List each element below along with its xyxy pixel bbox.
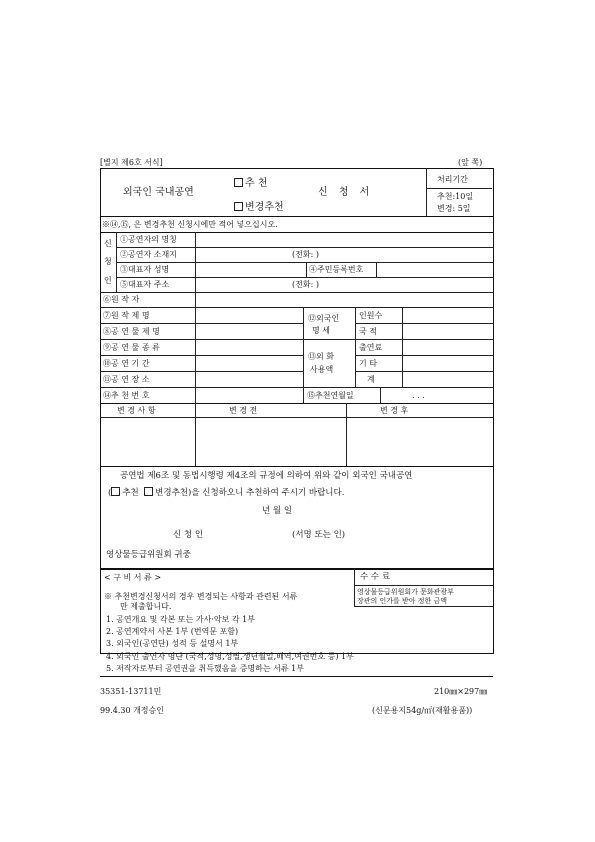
applicant-side-1: 신 <box>104 239 112 248</box>
performer-phone: (전화: ) <box>292 250 319 259</box>
recommend-number-label: ⑭추 천 번 호 <box>103 391 150 400</box>
applicant-signature-field[interactable] <box>220 528 285 541</box>
documents-note-1: ※ 추천변경신청서의 경우 변경되는 사항과 관련된 서류 <box>104 592 298 601</box>
change-items-field[interactable] <box>101 418 194 465</box>
statement-change: 변경추천)을 신청하오니 추천하여 주시기 바랍니다. <box>155 488 345 498</box>
change-before-header: 변 경 전 <box>229 406 258 415</box>
statement-sign: (서명 또는 인) <box>292 530 346 540</box>
total-label: 계 <box>367 375 375 384</box>
rep-phone: (전화: ) <box>292 280 319 289</box>
checkbox-icon[interactable] <box>144 487 153 496</box>
change-after-header: 변 경 후 <box>380 406 409 415</box>
option-recommend-label: 추 천 <box>245 178 268 189</box>
people-count-field[interactable] <box>403 308 492 322</box>
performer-address-label: ②공연자 소재지 <box>120 250 177 259</box>
fee-field[interactable] <box>403 340 492 354</box>
statement-line-1: 공연법 제6조 및 동법시행령 제4조의 규정에 의하여 위와 같이 외국인 국내공연 <box>120 471 413 481</box>
fee-box-line-2: 장관의 인가를 받아 정한 금액 <box>357 597 448 605</box>
documents-title: < 구 비 서 류 > <box>104 573 162 582</box>
option-change[interactable] <box>234 198 284 213</box>
option-recommend[interactable] <box>234 174 268 189</box>
fee-box-line-1: 영상물등급위원회가 문화관광부 <box>357 588 454 596</box>
checkbox-icon <box>234 202 243 211</box>
nationality-label: 국 적 <box>359 327 377 336</box>
instruction-note: ※⑭,⑮, 은 변경추천 신청시에만 적어 넣으십시오. <box>102 220 278 229</box>
applicant-side-3: 인 <box>104 276 112 285</box>
footer-size: 210㎜×297㎜ <box>434 687 488 696</box>
footer-code: 35351-13711민 <box>100 687 162 696</box>
applicant-side-2: 청 <box>104 257 112 266</box>
performance-period-label: ⑩공 연 기 간 <box>103 359 150 368</box>
fee-box-title: 수 수 료 <box>360 572 391 582</box>
foreigner-label-2: 명 세 <box>312 326 330 335</box>
performance-type-field[interactable] <box>196 340 302 354</box>
other-field[interactable] <box>403 356 492 370</box>
recommend-date-label: ⑮추천연월일 <box>307 391 354 400</box>
rep-address-label: ⑤대표자 주소 <box>120 280 170 289</box>
document-item-5: 5. 저작자로부터 공연권을 취득했음을 증명하는 서류 1부 <box>106 664 304 673</box>
footer-approval: 99.4.30 개정승인 <box>100 706 164 715</box>
change-after-field[interactable] <box>347 418 492 465</box>
rep-name-label: ③대표자 성명 <box>120 265 170 274</box>
statement-recommend: 추천 <box>122 488 139 498</box>
statement-paren: ( <box>108 488 112 498</box>
recommend-date-value: . . . <box>412 391 425 400</box>
footer-paper: (신문용지54g/㎡(재활용품)) <box>372 706 473 715</box>
processing-recommend: 추천:10일 <box>437 192 474 201</box>
foreigner-label-1: ⑫외국인 <box>308 314 340 323</box>
statement-line-2 <box>108 486 344 498</box>
document-item-2: 2. 공연계약서 사본 1부 (번역문 포함) <box>106 627 239 636</box>
performance-period-field[interactable] <box>196 356 302 370</box>
rep-address-field[interactable] <box>196 278 492 291</box>
original-title-field[interactable] <box>196 308 302 322</box>
performance-venue-field[interactable] <box>196 372 302 386</box>
performance-title-label: ⑧공 연 물 제 명 <box>103 327 160 336</box>
document-item-3: 3. 외국인(공연단) 성적 등 설명서 1부 <box>106 639 239 648</box>
page-side: (앞 쪽) <box>458 158 483 167</box>
processing-change: 변경: 5일 <box>437 204 471 213</box>
performance-title-field[interactable] <box>196 324 302 338</box>
author-label: ⑥원 작 자 <box>103 295 140 304</box>
document-item-4: 4. 외국인 출연자 명단 (국적,성명,성별,생년월일,배역,여권번호 등) 1부 <box>106 652 354 661</box>
other-label: 기 타 <box>359 359 377 368</box>
people-count-label: 인원수 <box>359 311 383 320</box>
rep-id-label: ④주민등록번호 <box>309 265 364 274</box>
performer-name-label: ①공연자의 명칭 <box>120 235 177 244</box>
statement-date: 년 월 일 <box>262 506 293 516</box>
change-items-header: 변 경 사 항 <box>117 406 156 415</box>
rep-id-field[interactable] <box>377 263 492 276</box>
total-field[interactable] <box>403 372 492 386</box>
statement-recipient: 영상물등급위원회 귀중 <box>106 550 191 560</box>
rep-name-field[interactable] <box>196 263 305 276</box>
processing-label: 처리기간 <box>437 175 468 184</box>
option-change-label: 변경추천 <box>245 202 284 213</box>
checkbox-icon <box>234 178 243 187</box>
original-title-label: ⑦원 작 제 명 <box>103 311 150 320</box>
change-before-field[interactable] <box>196 418 345 465</box>
performance-type-label: ⑨공 연 물 종 류 <box>103 343 160 352</box>
title-right: 신 청 서 <box>318 187 374 198</box>
currency-label-2: 사용액 <box>310 365 334 374</box>
performer-address-field[interactable] <box>196 248 492 261</box>
document-item-1: 1. 공연개요 및 각본 또는 가사·악보 각 1부 <box>106 615 255 624</box>
nationality-field[interactable] <box>403 324 492 338</box>
title-left: 외국인 국내공연 <box>123 187 194 198</box>
checkbox-icon[interactable] <box>111 487 120 496</box>
currency-label-1: ⑬외 화 <box>308 352 334 361</box>
performer-name-field[interactable] <box>196 233 492 246</box>
recommend-number-field[interactable] <box>196 388 302 402</box>
fee-label: 출연료 <box>359 343 383 352</box>
form-number: [별지 제6호 서식] <box>100 158 163 167</box>
documents-note-2: 만 제출합니다. <box>120 602 172 611</box>
author-field[interactable] <box>196 293 492 306</box>
performance-venue-label: ⑪공 연 장 소 <box>103 375 150 384</box>
statement-applicant: 신 청 인 <box>173 530 204 540</box>
